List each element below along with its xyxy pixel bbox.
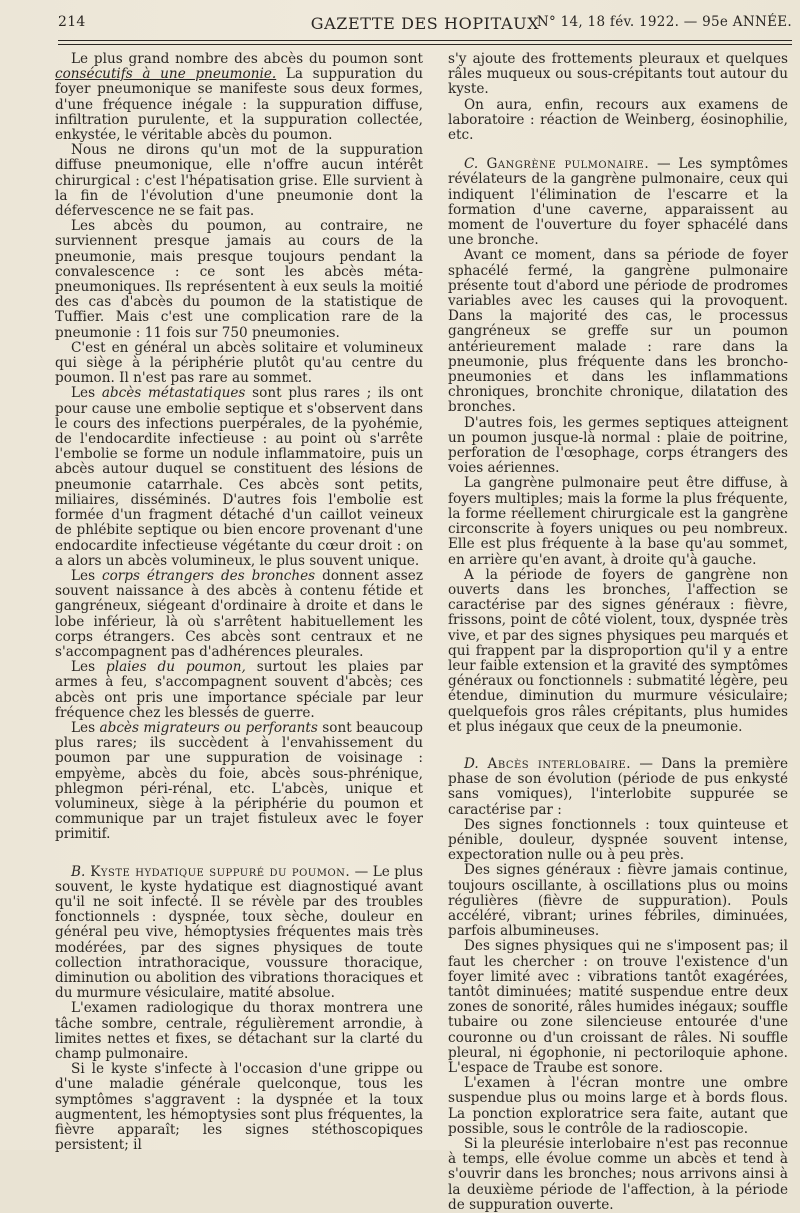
left-column bbox=[55, 51, 424, 1154]
section-d-paragraph: D. Abcès interlobaire. — Dans la première phase de son évolution (période de pus enkysté sans vomiques), l'interlobite suppurée se caractérise par : bbox=[448, 755, 788, 818]
paragraph: Les abcès métastatiques sont plus rares ; ils ont pour cause une embolie septique et s'observent dans le cours des infections puerpérales, de la pyohémie, de l'endocardite infectieuse : au point où s'arrête l'embolie se forme un nodule inflammatoire, puis un abcès autour duquel se constituent des lésions de pneumonie catarrhale. Ces abcès sont petits, miliaires, disséminés. D'autres fois l'embolie est formée d'un fragment détaché d'un caillot veineux de phlébite septique ou bien encore provenant d'une endocardite infectieuse végétante du cœur droit : on a alors un abcès volumineux, le plus souvent unique. bbox=[55, 385, 423, 569]
section-letter: B. bbox=[71, 863, 86, 880]
paragraph: Le plus grand nombre des abcès du poumon sont consécutifs à une pneumonie. La suppuration du foyer pneumonique se manifeste sous deux formes, d'une fréquence inégale : la suppuration diffuse, infiltration purulente, et la suppuration collectée, enkystée, le véritable abcès du poumon. bbox=[55, 51, 424, 144]
paragraph: C'est en général un abcès solitaire et volumineux qui siège à la périphérie plutôt qu'au centre du poumon. Il n'est pas rare au sommet. bbox=[55, 339, 423, 387]
paragraph: Si le kyste s'infecte à l'occasion d'une grippe ou d'une maladie générale quelconque, tous les symptômes s'aggravent : la dyspnée et la toux augmentent, les hémoptysies sont plus fréquentes, la fièvre apparaît; les signes stéthoscopiques persistent; il bbox=[55, 1061, 423, 1154]
paragraph: Avant ce moment, dans sa période de foyer sphacélé fermé, la gangrène pulmonaire présente tout d'abord une période de prodromes variables avec les causes qui la provoquent. Dans la majorité des cas, le processus gangréneux se greffe sur un poumon antérieurement malade : rare dans la pneumonie, plus fréquente dans les broncho-pneumonies et dans les inflammations chroniques, bronchite chronique, dilatation des bronches. bbox=[448, 247, 788, 416]
header-rule-thin bbox=[58, 44, 792, 45]
paragraph: Nous ne dirons qu'un mot de la suppuration diffuse pneumonique, elle n'offre aucun intérêt chirurgical : c'est l'hépatisation grise. Elle survient à la fin de l'évolution d'une pneumonie dont la défervescence ne se fait pas. bbox=[55, 142, 423, 220]
section-letter: D. bbox=[464, 755, 479, 772]
page-number: 214 bbox=[58, 14, 86, 30]
section-heading: Abcès interlobaire. bbox=[478, 755, 632, 772]
paragraph: On aura, enfin, recours aux examens de laboratoire : réaction de Weinberg, éosinophilie, etc. bbox=[448, 96, 788, 144]
journal-title: GAZETTE DES HOPITAUX bbox=[310, 14, 540, 33]
header-rule-thick bbox=[58, 40, 792, 41]
paragraph: Si la pleurésie interlobaire n'est pas reconnue à temps, elle évolue comme un abcès et tend à s'ouvrir dans les bronches; nous arrivons ainsi à la deuxième période de l'affection, à la période de suppuration ouverte. bbox=[448, 1136, 788, 1213]
paragraph: L'examen radiologique du thorax montrera une tâche sombre, centrale, régulièrement arrondie, à limites nettes et fixes, se détachant sur la clarté du champ pulmonaire. bbox=[55, 1000, 423, 1062]
paragraph: Des signes physiques qui ne s'imposent pas; il faut les chercher : on trouve l'existence d'un foyer limité avec : vibrations tantôt exagérées, tantôt diminuées; matité suspendue entre deux zones de sonorité, râles humides inégaux; souffle tubaire ou zone silencieuse entourée d'une couronne ou d'un croissant de râles. Ni souffle pleural, ni égophonie, ni pectoriloquie aphone. L'espace de Traube est sonore. bbox=[448, 938, 788, 1076]
paragraph: Les plaies du poumon, surtout les plaies par armes à feu, s'accompagnent souvent d'abcès; ces abcès ont pris une importance spéciale par leur fréquence chez les blessés de guerre. bbox=[55, 659, 423, 721]
section-letter: C. bbox=[464, 156, 479, 173]
section-heading: Kyste hydatique suppuré du poumon. bbox=[85, 863, 351, 880]
section-b-paragraph: B. Kyste hydatique suppuré du poumon. — Le plus souvent, le kyste hydatique est diagnostiqué avant qu'il ne soit infecté. Il se révèle par des troubles fonctionnels : dyspnée, toux sèche, douleur en général peu vive, hémoptysies fréquentes mais très modérées, par des signes physiques de toute collection intrathoracique, voussure thoracique, diminution ou abolition des vibrations thoraciques et du murmure vésiculaire, matité absolue. bbox=[55, 863, 423, 1002]
section-c-paragraph: C. Gangrène pulmonaire. — Les symptômes révélateurs de la gangrène pulmonaire, ceux qui indiquent l'élimination de l'escarre et la formation d'une caverne, apparaissent au moment de l'ouverture du foyer sphacélé dans une bronche. bbox=[448, 156, 788, 249]
paragraph: L'examen à l'écran montre une ombre suspendue plus ou moins large et à bords flous. La ponction exploratrice sera faite, autant que possible, sous le contrôle de la radioscopie. bbox=[448, 1075, 788, 1137]
section-heading: Gangrène pulmonaire. bbox=[478, 156, 650, 173]
paragraph: Les abcès du poumon, au contraire, ne surviennent presque jamais au cours de la pneumonie, mais presque toujours pendant la convalescence : ce sont les abcès méta-pneumoniques. Ils représentent à eux seuls la moitié des cas d'abcès du poumon de la statistique de Tuffier. Mais c'est une complication rare de la pneumonie : 11 fois sur 750 pneumonies. bbox=[55, 218, 423, 341]
paragraph: Les abcès migrateurs ou perforants sont beaucoup plus rares; ils succèdent à l'envahissement du poumon par une suppuration de voisinage : empyème, abcès du foie, abcès sous-phrénique, phlegmon péri-rénal, etc. L'abcès, unique et volumineux, siège à la périphérie du poumon et communique par un trajet fistuleux avec le foyer primitif. bbox=[55, 719, 423, 843]
paragraph: D'autres fois, les germes septiques atteignent un poumon jusque-là normal : plaie de poitrine, perforation de l'œsophage, corps étrangers des voies aériennes. bbox=[448, 414, 788, 477]
paragraph: s'y ajoute des frottements pleuraux et quelques râles muqueux ou sous-crépitants tout autour du kyste. bbox=[448, 51, 788, 98]
paragraph: La gangrène pulmonaire peut être diffuse, à foyers multiples; mais la forme la plus fréquente, la forme réellement chirurgicale est la gangrène circonscrite à foyers uniques ou peu nombreux. Elle est plus fréquente à la base qu'au sommet, en arrière qu'en avant, à droite qu'à gauche. bbox=[448, 475, 788, 568]
page-header bbox=[58, 12, 792, 38]
paragraph: Les corps étrangers des bronches donnent assez souvent naissance à des abcès à contenu fétide et gangréneux, siégeant d'ordinaire à droite et dans le lobe inférieur, là où s'arrêtent habituellement les corps étrangers. Ces abcès sont centraux et ne s'accompagnent pas d'adhérences pleurales. bbox=[55, 567, 423, 660]
paragraph: Des signes fonctionnels : toux quinteuse et pénible, douleur, dyspnée souvent intense, expectoration nulle ou à peu près. bbox=[448, 816, 788, 864]
paragraph: Des signes généraux : fièvre jamais continue, toujours oscillante, à oscillations plus ou moins régulières (fièvre de suppuration). Pouls accéléré, vibrant; urines fébriles, diminuées, parfois albumineuses. bbox=[448, 862, 788, 940]
right-column bbox=[448, 51, 788, 1213]
paragraph: A la période de foyers de gangrène non ouverts dans les bronches, l'affection se caractérise par des signes généraux : fièvre, frissons, point de côté violent, toux, dyspnée très vive, et par des signes physiques peu marqués et qui frappent par la disproportion qu'il y a entre leur faible extension et la gravité des symptômes généraux ou fonctionnels : submatité légère, peu étendue, diminution du murmure vésiculaire; quelquefois gros râles crépitants, plus humides et plus inégaux que ceux de la pneumonie. bbox=[448, 566, 788, 735]
issue-info: N° 14, 18 fév. 1922. — 95e ANNÉE. bbox=[536, 14, 792, 30]
